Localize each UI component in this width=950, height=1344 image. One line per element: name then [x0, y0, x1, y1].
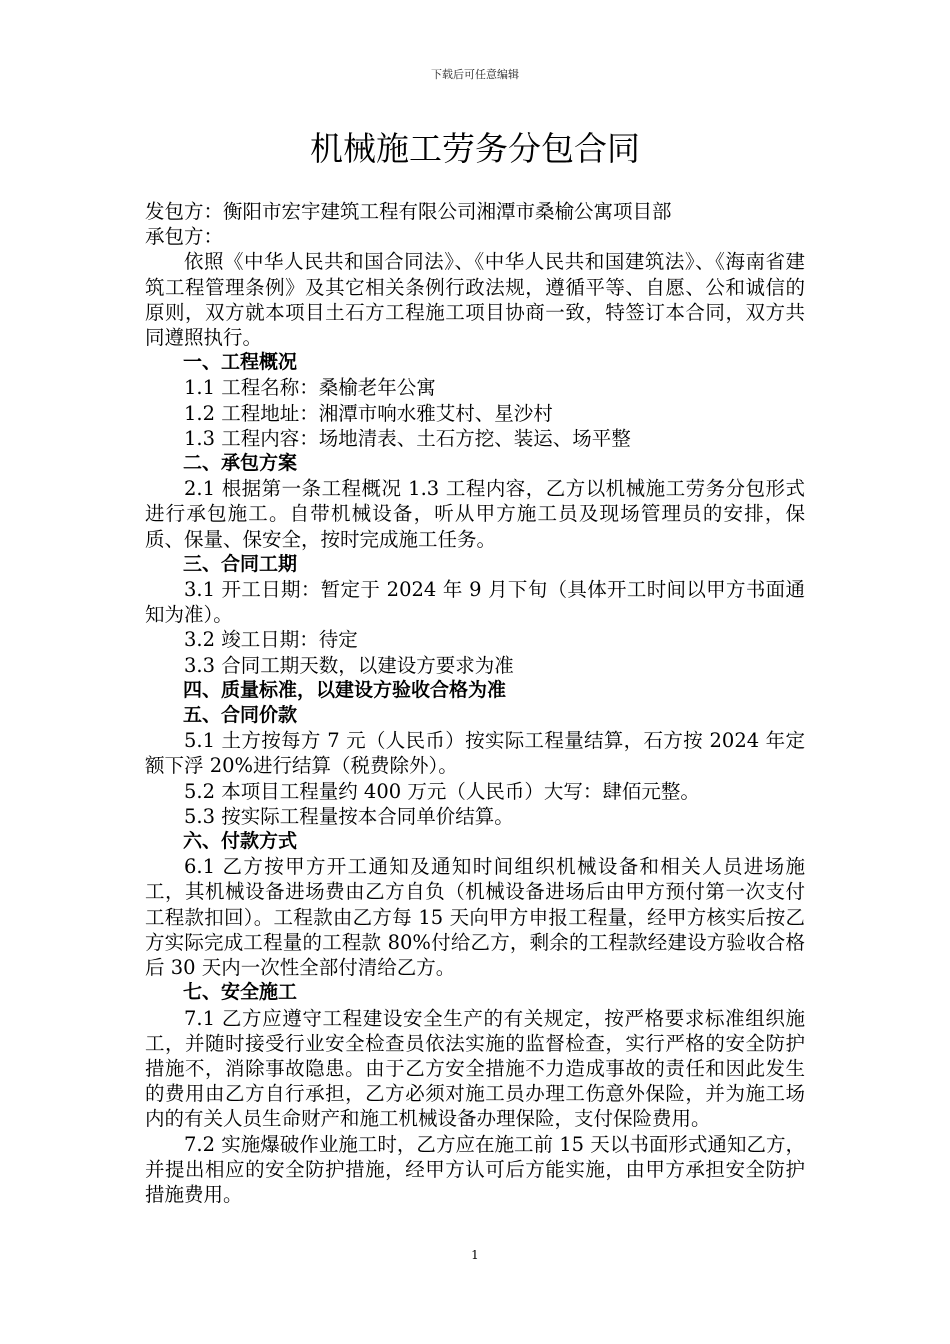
paragraph: 6.1 乙方按甲方开工通知及通知时间组织机械设备和相关人员进场施工，其机械设备进场费由乙方自负（机械设备进场后由甲方预付第一次支付工程款扣回）。工程款由乙方每 15 天向甲方申报工程量，经甲方核实后按乙方实际完成工程量的工程款 80%付给乙方，剩余的工程款经建设方验收合格后 30 天内一次性全部付清给乙方。 [145, 855, 805, 980]
paragraph: 承包方： [145, 225, 224, 249]
paragraph: 3.3 合同工期天数，以建设方要求为准 [184, 653, 514, 677]
paragraph: 5.2 本项目工程量约 400 万元（人民币）大写：肆佰元整。 [184, 779, 700, 803]
paragraph: 依照《中华人民共和国合同法》、《中华人民共和国建筑法》、《海南省建筑工程管理条例》及其它相关条例行政法规，遵循平等、自愿、公和诚信的原则，双方就本项目土石方工程施工项目协商一致，特签订本合同，双方共同遵照执行。 [145, 250, 805, 350]
paragraph: 1.1 工程名称：桑榆老年公寓 [184, 376, 436, 400]
paragraph: 7.1 乙方应遵守工程建设安全生产的有关规定，按严格要求标准组织施工，并随时接受行业安全检查员依法实施的监督检查，实行严格的安全防护措施不，消除事故隐患。由于乙方安全措施不力造成事故的责任和因此发生的费用由乙方自行承担，乙方必须对施工员办理工伤意外保险，并为施工场内的有关人员生命财产和施工机械设备办理保险，支付保险费用。 [145, 1006, 805, 1131]
paragraph: 2.1 根据第一条工程概况 1.3 工程内容，乙方以机械施工劳务分包形式进行承包施工。自带机械设备，听从甲方施工员及现场管理员的安排，保质、保量、保安全，按时完成施工任务。 [145, 477, 805, 551]
section-heading: 七、安全施工 [183, 981, 298, 1004]
document-title: 机械施工劳务分包合同 [310, 129, 640, 168]
page-number: 1 [471, 1248, 479, 1262]
section-heading: 一、工程概况 [183, 351, 298, 374]
section-heading: 五、合同价款 [183, 704, 298, 727]
document-body [145, 199, 805, 1207]
paragraph: 1.3 工程内容：场地清表、土石方挖、装运、场平整 [184, 426, 631, 450]
paragraph: 1.2 工程地址：湘潭市响水雅艾村、星沙村 [184, 401, 553, 425]
section-heading: 二、承包方案 [183, 452, 298, 475]
paragraph: 3.1 开工日期：暂定于 2024 年 9 月下旬（具体开工时间以甲方书面通知为准）。 [145, 578, 805, 627]
paragraph: 5.3 按实际工程量按本合同单价结算。 [184, 804, 514, 828]
section-heading: 三、合同工期 [183, 552, 298, 575]
section-heading: 四、质量标准，以建设方验收合格为准 [183, 678, 507, 701]
section-heading: 六、付款方式 [183, 830, 298, 853]
paragraph: 5.1 土方按每方 7 元（人民币）按实际工程量结算，石方按 2024 年定额下浮 20%进行结算（税费除外）。 [145, 729, 805, 778]
header-note: 下载后可任意编辑 [431, 68, 519, 81]
paragraph: 发包方：衡阳市宏宇建筑工程有限公司湘潭市桑榆公寓项目部 [145, 200, 672, 223]
paragraph: 3.2 竣工日期：待定 [184, 628, 358, 652]
paragraph: 7.2 实施爆破作业施工时，乙方应在施工前 15 天以书面形式通知乙方，并提出相应的安全防护措施，经甲方认可后方能实施，由甲方承担安全防护措施费用。 [145, 1132, 805, 1206]
